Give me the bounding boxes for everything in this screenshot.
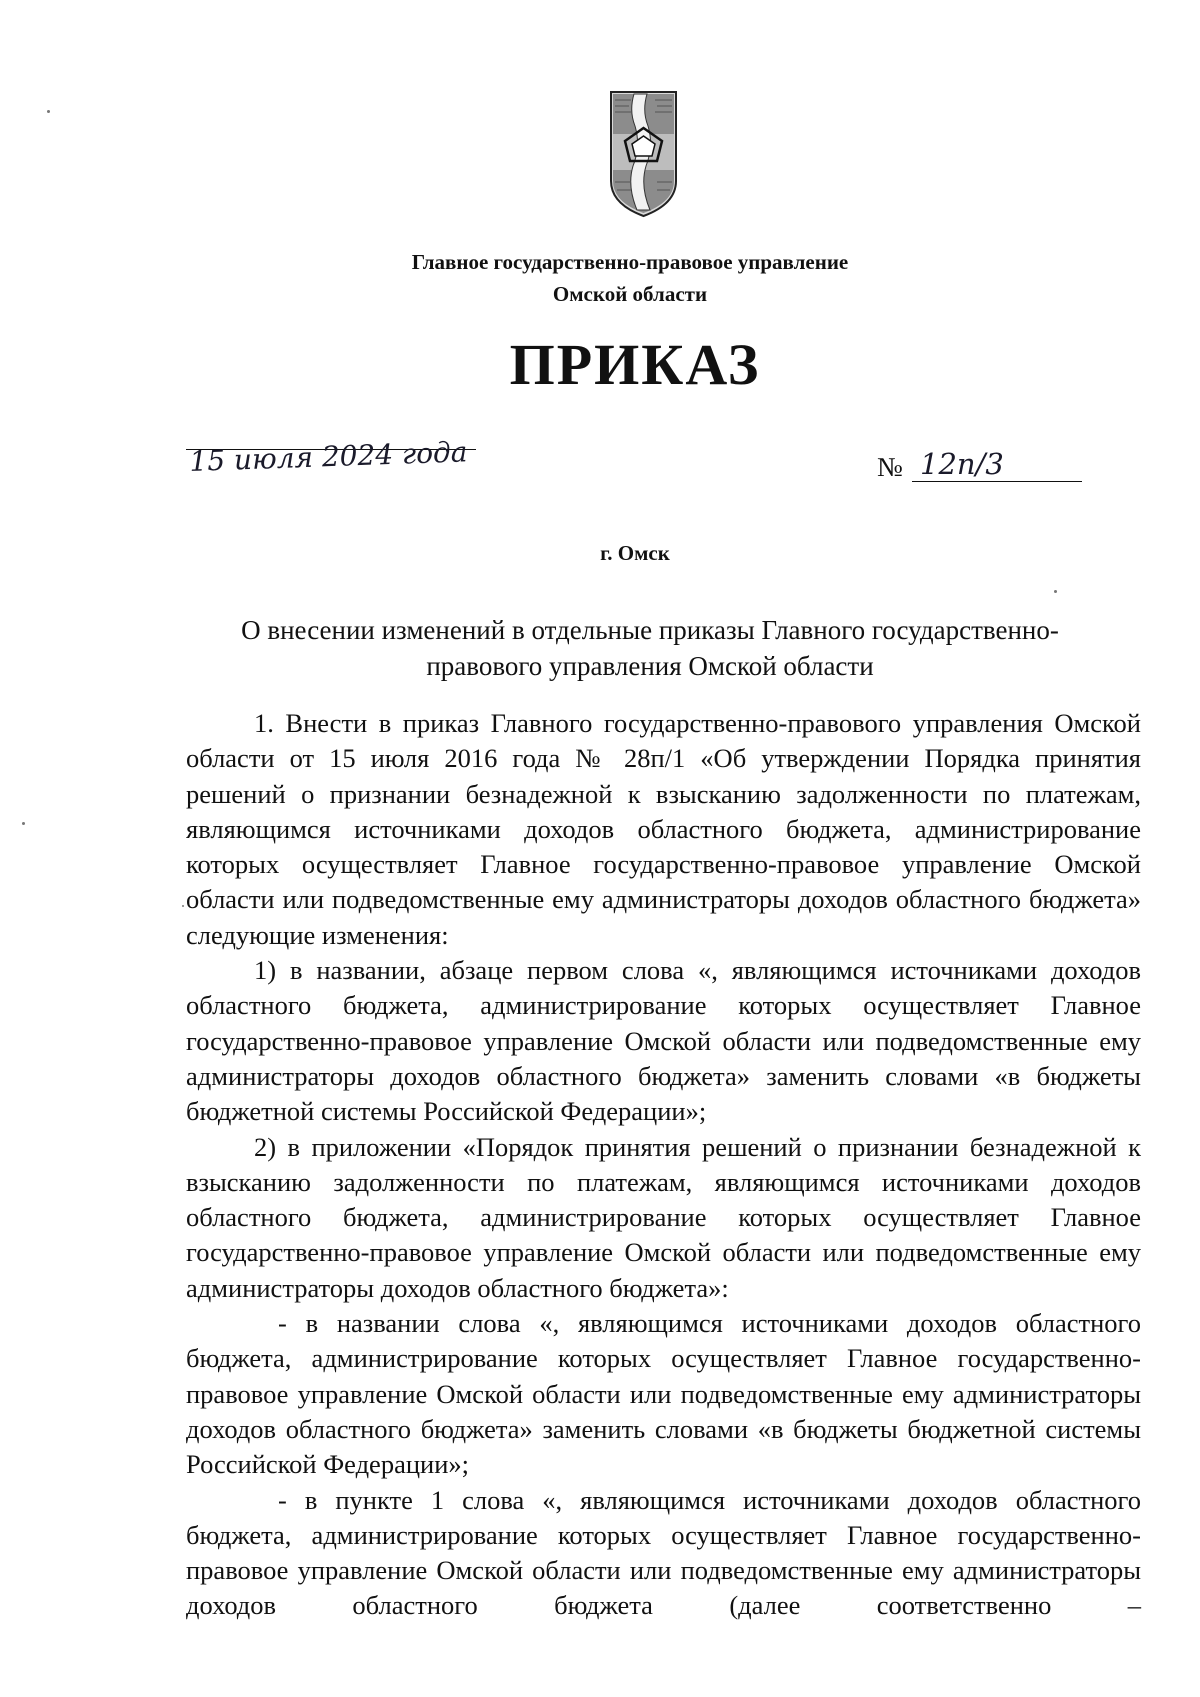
document-body	[186, 706, 1141, 1624]
paragraph-1: 1. Внести в приказ Главного государственно-правового управления Омской области от 15 июля 2016 года № 28п/1 «Об утверждении Порядка принятия решений о признании безнадежной к взысканию задолженности по платежам, являющимся источниками доходов областного бюджета, администрирование которых осуществляет Главное государственно-правовое управление Омской области или подведомственные ему администраторы доходов областного бюджета» следующие изменения:	[186, 708, 1141, 950]
coat-of-arms-emblem	[607, 86, 680, 219]
scan-speck	[22, 822, 25, 825]
document-title: ПРИКАЗ	[509, 332, 761, 397]
city: г. Омск	[600, 541, 670, 565]
item-2-dash-1: - в названии слова «, являющимся источниками доходов областного бюджета, администрирование которых осуществляет Главное государственно-правовое управление Омской области или подведомственные ему администраторы доходов областного бюджета» заменить словами «в бюджеты бюджетной системы Российской Федерации»;	[186, 1308, 1141, 1480]
handwritten-date: 15 июля 2024 года	[188, 435, 468, 478]
item-2-dash-2: - в пункте 1 слова «, являющимся источниками доходов областного бюджета, администрирование которых осуществляет Главное государственно-правовое управление Омской области или подведомственные ему администраторы доходов областного бюджета (далее соответственно –	[186, 1484, 1141, 1621]
scan-speck	[182, 905, 184, 907]
handwritten-number: 12п/3	[920, 447, 1004, 481]
number-label: №	[877, 452, 903, 482]
subject-line1: О внесении изменений в отдельные приказы Главного государственно-	[241, 615, 1059, 645]
subject-line2: правового управления Омской области	[426, 651, 874, 681]
org-name-line1: Главное государственно-правовое управление	[411, 250, 849, 274]
scan-speck	[1054, 590, 1057, 593]
paragraph-1-item-2: 2) в приложении «Порядок принятия решений о признании безнадежной к взысканию задолженности по платежам, являющимся источниками доходов областного бюджета, администрирование которых осуществляет Главное государственно-правовое управление Омской области или подведомственные ему администраторы доходов областного бюджета»:	[186, 1131, 1141, 1303]
scan-speck	[47, 110, 50, 113]
paragraph-1-item-1: 1) в названии, абзаце первом слова «, являющимся источниками доходов областного бюджета, администрирование которых осуществляет Главное государственно-правовое управление Омской области или подведомственные ему администраторы доходов областного бюджета» заменить словами «в бюджеты бюджетной системы Российской Федерации»;	[186, 955, 1141, 1127]
document-subject	[190, 612, 1110, 684]
org-name-line2: Омской области	[552, 282, 708, 306]
number-underline	[912, 481, 1082, 482]
